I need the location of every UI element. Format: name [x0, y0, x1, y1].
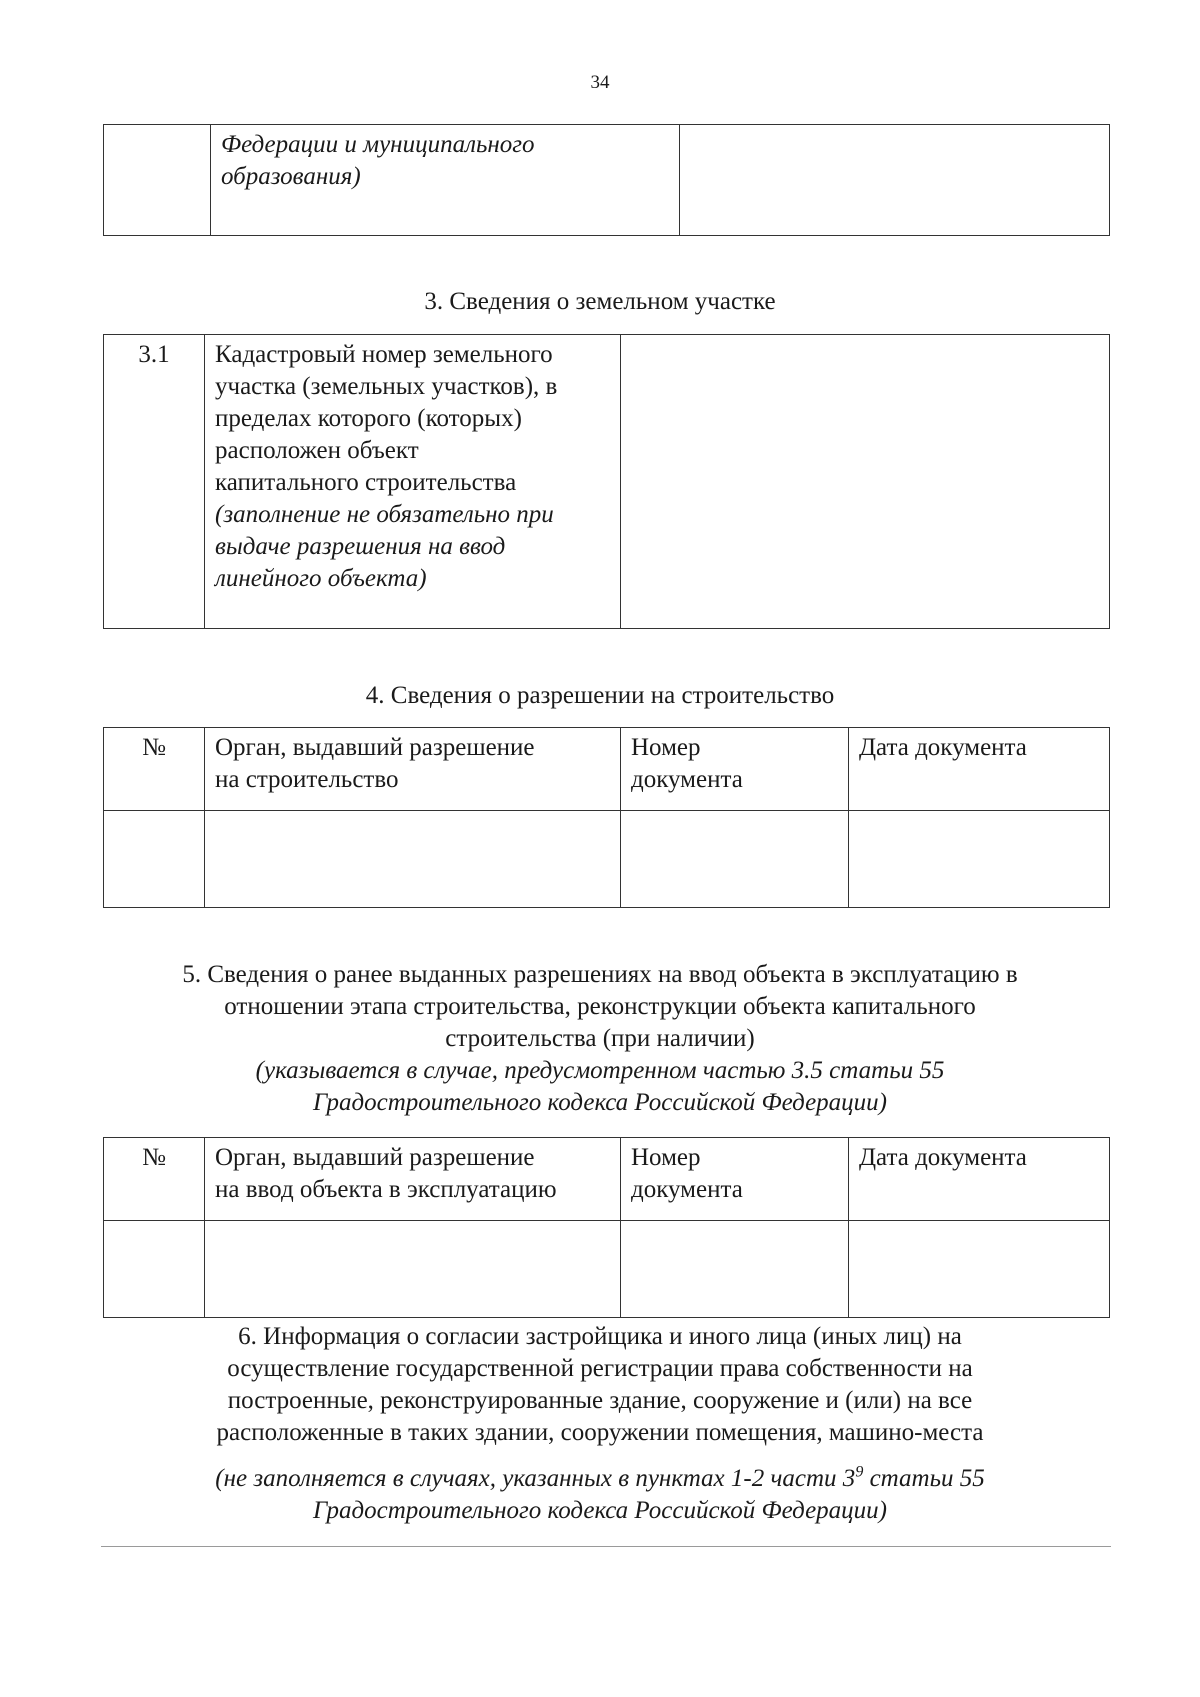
continuation-text-line: Федерации и муниципального [221, 131, 535, 158]
cadastral-label-cell [205, 335, 621, 629]
header-doc-date: Дата документа [859, 1144, 1027, 1171]
section-6-heading-line: построенные, реконструированные здание, сооружение и (или) на все [227, 1387, 973, 1414]
empty-number-cell[interactable] [104, 811, 205, 908]
section-6-note-text: статьи 55 [863, 1465, 985, 1492]
header-number-cell [104, 1138, 205, 1221]
header-authority-line: Орган, выдавший разрешение [215, 734, 535, 761]
empty-doc-date-cell[interactable] [849, 811, 1110, 908]
continuation-value-cell [680, 125, 1110, 236]
header-authority-line: Орган, выдавший разрешение [215, 1144, 535, 1171]
empty-authority-cell[interactable] [205, 1221, 621, 1318]
header-authority-line: на строительство [215, 766, 399, 793]
header-doc-number-line: документа [631, 766, 743, 793]
header-doc-date-cell [849, 1138, 1110, 1221]
prior-commissioning-permit-table [103, 1137, 1110, 1318]
section-3-heading-text: 3. Сведения о земельном участке [424, 288, 776, 315]
section-6-heading-line: 6. Информация о согласии застройщика и иного лица (иных лиц) на [238, 1323, 962, 1350]
section-6-note-line [0, 1463, 1200, 1495]
cadastral-note-line: (заполнение не обязательно при [215, 501, 554, 528]
construction-permit-table [103, 727, 1110, 908]
cadastral-label-line: капитального строительства [215, 469, 517, 496]
section-6-heading [0, 1321, 1200, 1527]
continuation-table [103, 124, 1110, 236]
header-authority-cell [205, 728, 621, 811]
header-doc-number-line: Номер [631, 734, 701, 761]
cadastral-label-line: расположен объект [215, 437, 419, 464]
cadastral-note-line: линейного объекта) [215, 565, 427, 592]
cadastral-label-line: пределах которого (которых) [215, 405, 522, 432]
header-doc-number-cell [621, 728, 849, 811]
section-3-heading [0, 286, 1200, 318]
empty-doc-date-cell[interactable] [849, 1221, 1110, 1318]
cadastral-label-line: Кадастровый номер земельного [215, 341, 553, 368]
page-number: 34 [590, 72, 610, 93]
section-5-heading-line: отношении этапа строительства, реконструкции объекта капитального [224, 993, 976, 1020]
row-number: 3.1 [138, 341, 170, 368]
header-doc-number-cell [621, 1138, 849, 1221]
header-authority-line: на ввод объекта в эксплуатацию [215, 1176, 557, 1203]
empty-number-cell[interactable] [104, 1221, 205, 1318]
section-4-heading [0, 680, 1200, 712]
section-5-heading-line: 5. Сведения о ранее выданных разрешениях на ввод объекта в эксплуатацию в [182, 961, 1018, 988]
section-5-note-line: (указывается в случае, предусмотренном частью 3.5 статьи 55 [255, 1057, 945, 1084]
footer-divider [101, 1546, 1111, 1547]
section-4-heading-text: 4. Сведения о разрешении на строительство [365, 682, 835, 709]
header-doc-number-line: документа [631, 1176, 743, 1203]
section-6-heading-line: расположенные в таких здании, сооружении помещения, машино-места [216, 1419, 984, 1446]
header-doc-date: Дата документа [859, 734, 1027, 761]
empty-doc-number-cell[interactable] [621, 1221, 849, 1318]
continuation-number-cell [104, 125, 211, 236]
section-6-heading-line: осуществление государственной регистрации права собственности на [227, 1355, 973, 1382]
cadastral-note-line: выдаче разрешения на ввод [215, 533, 506, 560]
land-plot-table [103, 334, 1110, 629]
continuation-text-cell [211, 125, 680, 236]
header-authority-cell [205, 1138, 621, 1221]
section-5-heading [0, 959, 1200, 1119]
continuation-text-line: образования) [221, 163, 361, 190]
section-6-note-text: (не заполняется в случаях, указанных в пунктах 1-2 части 3 [215, 1465, 856, 1492]
section-5-heading-line: строительства (при наличии) [445, 1025, 755, 1052]
cadastral-value-cell[interactable] [621, 335, 1110, 629]
header-doc-number-line: Номер [631, 1144, 701, 1171]
header-number: № [142, 1144, 166, 1171]
row-number-cell [104, 335, 205, 629]
cadastral-label-line: участка (земельных участков), в [215, 373, 558, 400]
superscript: 9 [855, 1463, 864, 1481]
empty-doc-number-cell[interactable] [621, 811, 849, 908]
section-6-note-line: Градостроительного кодекса Российской Федерации) [312, 1497, 888, 1524]
section-5-note-line: Градостроительного кодекса Российской Федерации) [312, 1089, 888, 1116]
header-number: № [142, 734, 166, 761]
header-doc-date-cell [849, 728, 1110, 811]
empty-authority-cell[interactable] [205, 811, 621, 908]
header-number-cell [104, 728, 205, 811]
